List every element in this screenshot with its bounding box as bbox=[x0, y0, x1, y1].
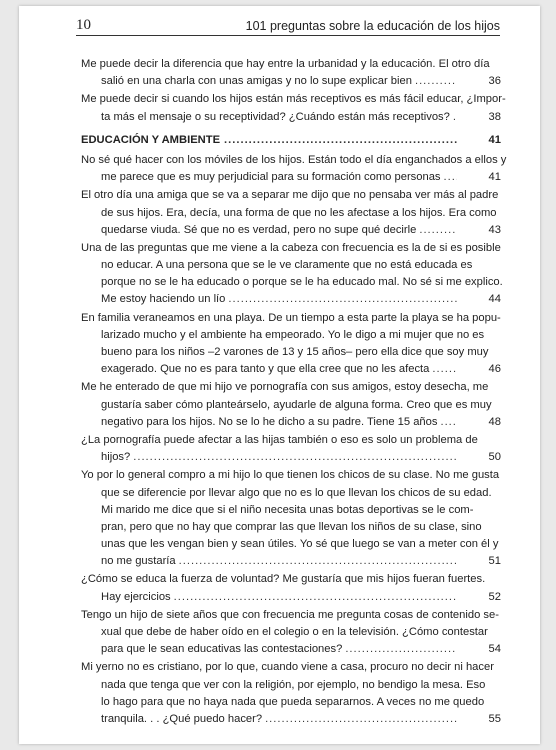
toc-entry-text: negativo para los hijos. No se lo he dicho a su padre. Tiene 15 años bbox=[101, 415, 438, 428]
toc-entry-line bbox=[81, 187, 501, 204]
toc-entry-text: Me estoy haciendo un lío bbox=[101, 293, 226, 306]
dot-leader bbox=[444, 169, 457, 186]
toc-entry-text: Me he enterado de que mi hijo ve pornografía con sus amigos, estoy desecha, me bbox=[81, 381, 489, 394]
toc-entry-text: Tengo un hijo de siete años que con frecuencia me pregunta cosas de contenido se- bbox=[81, 608, 499, 621]
toc-page-number: 43 bbox=[488, 223, 501, 236]
toc-entry-line bbox=[81, 711, 501, 728]
toc-entry-line bbox=[81, 694, 501, 711]
toc-page-number: 38 bbox=[488, 110, 501, 123]
toc-entry-line bbox=[81, 607, 501, 624]
toc-page-number: 46 bbox=[488, 363, 501, 376]
toc-entry bbox=[81, 467, 501, 570]
dot-leader bbox=[265, 711, 457, 728]
toc-entry bbox=[81, 607, 501, 659]
toc-entry-line bbox=[81, 624, 501, 641]
dot-leader bbox=[453, 109, 457, 126]
toc-section-heading bbox=[81, 132, 501, 149]
dot-leader bbox=[419, 222, 457, 239]
toc-entry-line bbox=[81, 274, 501, 291]
toc-entry-text: tranquila. . . ¿Qué puedo hacer? bbox=[101, 712, 263, 725]
toc-entry-text: Hay ejercicios bbox=[101, 590, 171, 603]
dot-leader bbox=[224, 132, 457, 149]
toc-entry-line bbox=[81, 169, 501, 186]
dot-leader bbox=[440, 414, 457, 431]
toc-entry-text: me parece que es muy perjudicial para su formación como personas bbox=[101, 171, 441, 184]
toc-entry-text: lo hago para que no haya nada que pueda separarnos. A veces no me quedo bbox=[101, 695, 485, 708]
toc-entry-text: EDUCACIÓN Y AMBIENTE bbox=[81, 133, 221, 146]
toc-page-number: 36 bbox=[488, 75, 501, 88]
toc-page-number: 54 bbox=[488, 643, 501, 656]
running-title: 101 preguntas sobre la educación de los hijos bbox=[245, 19, 500, 33]
toc-entry-line bbox=[81, 641, 501, 658]
dot-leader bbox=[174, 589, 457, 606]
toc-entry-text: quedarse viuda. Sé que no es verdad, pero no supe qué decirle bbox=[101, 223, 417, 236]
dot-leader bbox=[133, 449, 457, 466]
toc-entry-text: salió en una charla con unas amigas y no lo supe explicar bien bbox=[101, 75, 412, 88]
toc-page-number: 50 bbox=[488, 451, 501, 464]
toc-entry-line bbox=[81, 344, 501, 361]
toc-entry-text: unas que les vengan bien y sean útiles. Yo sé que luego se van a meter con él y bbox=[101, 538, 499, 551]
toc-entry-text: Una de las preguntas que me viene a la cabeza con frecuencia es la de si es posible bbox=[81, 241, 501, 254]
toc-entry bbox=[81, 240, 501, 309]
toc-entry bbox=[81, 152, 507, 186]
toc-entry-line bbox=[81, 73, 501, 90]
toc-entry-line bbox=[81, 379, 501, 396]
toc-entry-text: ta más el mensaje o su receptividad? ¿Cuándo están más receptivos? bbox=[101, 110, 450, 123]
toc-entry bbox=[81, 432, 501, 466]
toc-page-number: 48 bbox=[488, 415, 501, 428]
toc-entry-text: xual que debe de haber oído en el colegio o en la televisión. ¿Cómo contestar bbox=[101, 626, 488, 638]
toc-entry-text: hijos? bbox=[101, 451, 131, 464]
toc-entry-line bbox=[81, 91, 506, 108]
toc-entry bbox=[81, 91, 506, 125]
toc-entry-text: Mi yerno no es cristiano, por lo que, cuando viene a casa, procuro no decir ni hacer bbox=[81, 661, 494, 674]
toc-entry-text: No sé qué hacer con los móviles de los hijos. Están todo el día enganchados a ellos y bbox=[81, 153, 507, 166]
toc-entry-line bbox=[81, 432, 501, 449]
toc-entry-line bbox=[81, 132, 501, 149]
toc-entry-line bbox=[81, 659, 501, 676]
toc-entry-line bbox=[81, 502, 501, 519]
toc-entry-text: gustaría saber cómo planteárselo, ayudarle de alguna forma. Creo que es muy bbox=[101, 398, 492, 411]
toc-entry-text: Yo por lo general compro a mi hijo lo que tienen los chicos de su clase. No me gusta bbox=[81, 469, 500, 482]
toc-entry-text: que se diferencie por llevar algo que no es lo que llevan los chicos de su edad. bbox=[101, 486, 492, 499]
toc-entry-line bbox=[81, 109, 501, 126]
toc-entry-text: exagerado. Que no es para tanto y que ella cree que no les afecta bbox=[101, 363, 430, 376]
toc-entry bbox=[81, 187, 501, 239]
toc-entry bbox=[81, 310, 501, 379]
toc-entry-line bbox=[81, 291, 501, 308]
dot-leader bbox=[415, 73, 457, 90]
toc-entry bbox=[81, 379, 501, 431]
dot-leader bbox=[345, 641, 457, 658]
toc-entry-text: Me puede decir la diferencia que hay entre la urbanidad y la educación. El otro día bbox=[81, 58, 490, 70]
toc-entry-text: de sus hijos. Era, decía, una forma de que no les afectase a los hijos. Era como bbox=[101, 206, 497, 219]
toc-page-number: 41 bbox=[488, 133, 501, 146]
toc-entry-text: ¿La pornografía puede afectar a las hijas también o eso es solo un problema de bbox=[81, 433, 478, 446]
page-header bbox=[76, 15, 500, 36]
dot-leader bbox=[228, 291, 457, 308]
toc-entry-line bbox=[81, 152, 507, 169]
toc-entry-line bbox=[81, 589, 501, 606]
toc-entry-line bbox=[81, 222, 501, 239]
toc-entry-text: bueno para los niños –2 varones de 13 y 15 años– pero ella dice que soy muy bbox=[101, 346, 489, 358]
toc-entry-line bbox=[81, 361, 501, 378]
toc-entry-line bbox=[81, 414, 501, 431]
toc-entry-text: Mi marido me dice que si el niño necesita unas botas deportivas se le com- bbox=[101, 503, 474, 516]
toc-entry-line bbox=[81, 677, 501, 694]
page-number: 10 bbox=[76, 17, 91, 33]
toc-entry-text: En familia veraneamos en una playa. De un tiempo a esta parte la playa se ha popu- bbox=[81, 311, 501, 324]
toc-entry-text: no me gustaría bbox=[101, 555, 176, 568]
book-page bbox=[19, 6, 540, 744]
toc-entry-line bbox=[81, 205, 501, 222]
toc-entry-line bbox=[81, 571, 501, 588]
toc-entry-line bbox=[81, 519, 501, 536]
dot-leader bbox=[432, 361, 457, 378]
toc-entry-text: Me puede decir si cuando los hijos están más receptivos es más fácil educar, ¿Impor- bbox=[81, 93, 506, 106]
toc-page-number: 44 bbox=[488, 293, 501, 306]
dot-leader bbox=[179, 553, 457, 570]
toc-entry-text: no educar. A una persona que se le ve claramente que no está educada es bbox=[101, 259, 473, 272]
toc-entry bbox=[81, 56, 501, 90]
toc-entry-line bbox=[81, 240, 501, 257]
table-of-contents bbox=[81, 56, 507, 729]
toc-entry bbox=[81, 571, 501, 605]
toc-entry-text: nada que tenga que ver con la religión, por ejemplo, no bendigo la mesa. Eso bbox=[101, 678, 486, 691]
toc-entry bbox=[81, 659, 501, 728]
toc-entry-text: para que le sean educativas las contestaciones? bbox=[101, 643, 343, 656]
toc-entry-text: El otro día una amiga que se va a separar me dijo que no pensaba ver más al padre bbox=[81, 189, 499, 202]
toc-entry-line bbox=[81, 397, 501, 414]
toc-entry-line bbox=[81, 56, 501, 73]
toc-entry-line bbox=[81, 310, 501, 327]
toc-entry-line bbox=[81, 536, 501, 553]
toc-entry-text: pran, pero que no hay que comprar las que llevan los niños de su clase, sino bbox=[101, 520, 482, 533]
toc-entry-line bbox=[81, 485, 501, 502]
toc-page-number: 52 bbox=[488, 590, 501, 603]
toc-entry-text: ¿Cómo se educa la fuerza de voluntad? Me gustaría que mis hijos fueran fuertes. bbox=[81, 573, 486, 586]
toc-page-number: 41 bbox=[488, 171, 501, 184]
toc-entry-line bbox=[81, 327, 501, 344]
toc-page-number: 55 bbox=[488, 712, 501, 725]
toc-entry-line bbox=[81, 553, 501, 570]
toc-entry-text: porque no se le ha educado o porque se le ha educado mal. No sé si me explico. bbox=[101, 276, 503, 289]
toc-entry-line bbox=[81, 449, 501, 466]
toc-entry-line bbox=[81, 257, 501, 274]
toc-entry-line bbox=[81, 467, 501, 484]
toc-entry-text: larizado mucho y el ambiente ha empeorado. Yo le digo a mi mujer que no es bbox=[101, 328, 485, 341]
toc-page-number: 51 bbox=[488, 555, 501, 568]
